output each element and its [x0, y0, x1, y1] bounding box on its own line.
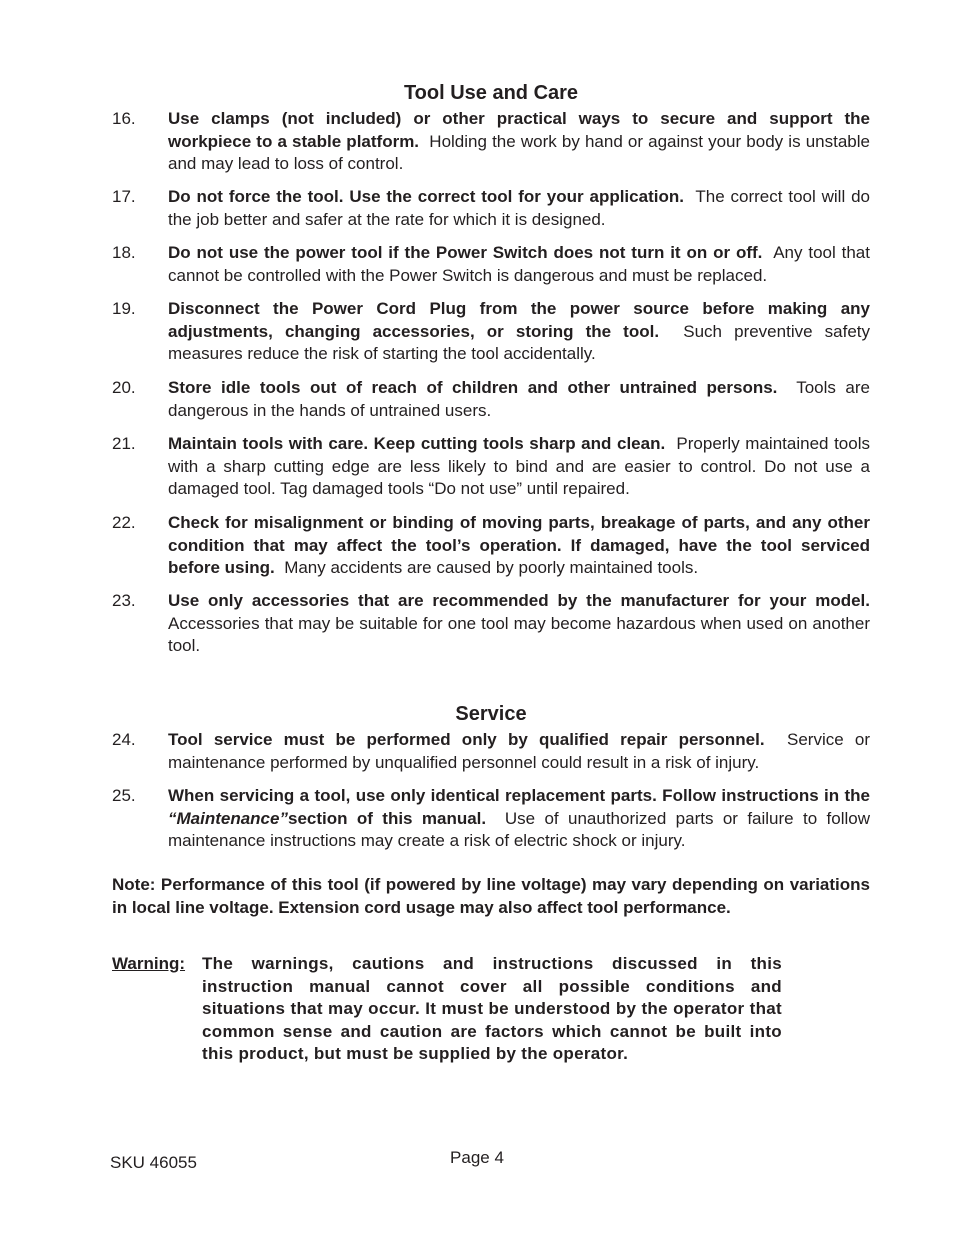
item-bold-text: Do not use the power tool if the Power Switch does not turn it on or off.: [168, 243, 763, 262]
item-bold-text: When servicing a tool, use only identical replacement parts. Follow instructions in the: [168, 786, 870, 805]
item-text: Properly maintained tools with a sharp cutting edge are less likely to bind and are easier to control. Do not use a damaged tool. Tag damaged tools “Do not use” until repaired.: [168, 434, 870, 499]
item-number: 24.: [112, 730, 136, 749]
item-number: 21.: [112, 434, 136, 453]
item-number: 16.: [112, 109, 136, 128]
item-number: 18.: [112, 243, 136, 262]
sku-number: SKU 46055: [110, 1153, 197, 1172]
list-item-17: [112, 186, 870, 231]
list-item-18: [112, 242, 870, 287]
section-title-tool-use-and-care: Tool Use and Care: [403, 82, 579, 104]
item-text: The correct tool will do the job better and safer at the rate for which it is designed.: [168, 187, 870, 229]
performance-note: Note: Performance of this tool (if powered by line voltage) may vary depending on variations in local line voltage. Extension cord usage may also affect tool performance.: [112, 875, 870, 917]
list-item-16: [112, 108, 870, 176]
maintenance-section-reference: “Maintenance”: [168, 808, 288, 828]
item-bold-text: Disconnect the Power Cord Plug from the power source before making any adjustments, changing accessories, or storing the tool.: [168, 299, 870, 341]
item-text: Use of unauthorized parts or failure to follow maintenance instructions may create a risk of electric shock or injury.: [168, 808, 871, 851]
list-item-22: [112, 512, 870, 580]
section-title-service: Service: [455, 703, 527, 725]
list-item-20: [112, 377, 870, 422]
list-item-23: [112, 590, 870, 658]
item-text: Service or maintenance performed by unqualified personnel could result in a risk of injury.: [168, 730, 870, 772]
item-bold-text: Use clamps (not included) or other practical ways to secure and support the workpiece to a stable platform.: [168, 109, 870, 151]
item-bold-text: Tool service must be performed only by qualified repair personnel.: [168, 730, 765, 749]
item-text: Tools are dangerous in the hands of untrained users.: [168, 378, 871, 420]
list-item-21: [112, 433, 870, 501]
list-item-24: [112, 729, 870, 774]
list-item-25: [112, 785, 870, 853]
item-number: 25.: [112, 786, 136, 805]
item-number: 20.: [112, 378, 136, 397]
item-bold-text: Maintain tools with care. Keep cutting tools sharp and clean.: [168, 434, 666, 453]
list-item-19: [112, 298, 870, 366]
warning-text: The warnings, cautions and instructions discussed in this instruction manual cannot cover all possible conditions and situations that may occur. It must be understood by the operator that common sense and caution are factors which cannot be built into this product, but must be supplied by the operator.: [202, 954, 782, 1064]
item-bold-text: Check for misalignment or binding of moving parts, breakage of parts, and any other condition that may affect the tool’s operation. If damaged, have the tool serviced before using.: [168, 513, 870, 578]
item-text: Any tool that cannot be controlled with the Power Switch is dangerous and must be replaced.: [168, 243, 870, 285]
item-number: 17.: [112, 187, 136, 206]
item-text: Accessories that may be suitable for one tool may become hazardous when used on another tool.: [168, 613, 870, 656]
item-text: Holding the work by hand or against your body is unstable and may lead to loss of control.: [168, 131, 870, 174]
item-number: 22.: [112, 513, 136, 532]
item-bold-text: Use only accessories that are recommended by the manufacturer for your model.: [168, 591, 870, 610]
item-number: 19.: [112, 299, 136, 318]
item-bold-text-continued: section of this manual.: [287, 808, 487, 828]
warning-block: [112, 953, 782, 1066]
page-number: Page 4: [450, 1148, 504, 1167]
item-text: Many accidents are caused by poorly maintained tools.: [284, 558, 699, 578]
item-text: Such preventive safety measures reduce the risk of starting the tool accidentally.: [168, 321, 870, 364]
item-bold-text: Do not force the tool. Use the correct tool for your application.: [168, 187, 684, 206]
item-number: 23.: [112, 591, 136, 610]
warning-label: Warning:: [112, 954, 186, 973]
item-bold-text: Store idle tools out of reach of children and other untrained persons.: [168, 378, 778, 397]
